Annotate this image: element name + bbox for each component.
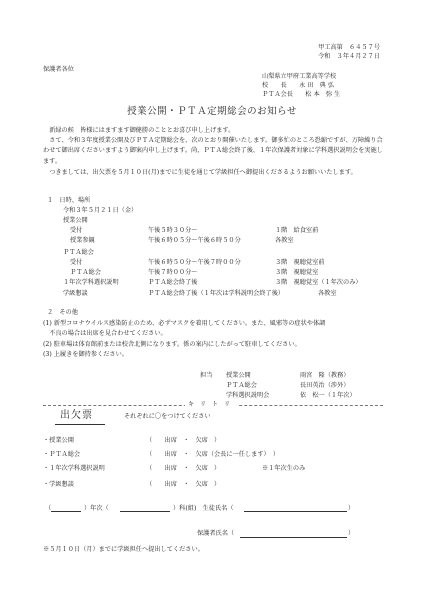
- form-row-label: ・授業公開: [43, 437, 74, 444]
- contact-role: 学科選択説明会: [226, 392, 270, 399]
- doc-date: 令和 ３年４月２７日: [318, 53, 380, 60]
- jugyo-row-place: 各教室: [275, 237, 294, 244]
- student-name-close: ）: [348, 505, 355, 512]
- gakkyu-time: ＰＴＡ総会終了後（１年次は学科説明会終了後）: [148, 290, 285, 297]
- form-instruction: それぞれに〇をつけてください: [124, 413, 211, 420]
- section1-heading: １ 日時、場所: [47, 197, 91, 204]
- student-name-input-line[interactable]: [244, 511, 347, 512]
- jugyo-row-time: 午後６時０５分～午後６時５０分: [148, 237, 241, 244]
- contact-label: 担当: [200, 372, 213, 379]
- contact-role: ＰＴＡ総会: [226, 382, 257, 389]
- guardian-close: ）: [348, 530, 355, 537]
- jugyo-row-label: 授業参観: [70, 237, 95, 244]
- form-row-label: ・１年次学科選択説明: [43, 465, 105, 472]
- contact-name: 長田英治（渉外）: [300, 382, 350, 389]
- other-item: 不良の場合は出席を見合わせてください。: [43, 330, 167, 337]
- student-course-open: ）年次（: [84, 505, 109, 512]
- page-title: 授業公開・ＰＴＡ定期総会のお知らせ: [127, 106, 297, 117]
- school-name: 山梨県立甲府工業高等学校: [262, 73, 337, 80]
- form-title: 出欠票: [60, 410, 93, 421]
- contact-name: 依 松一（１年次）: [300, 392, 356, 399]
- attendance-choice[interactable]: （ 出席 ・ 欠席 ）: [146, 465, 221, 472]
- pta-row-label: 受付: [70, 259, 83, 266]
- other-item: (2) 駐車場は体育館前または校舎北側になります。係の案内にしたがって駐車してください。: [43, 341, 301, 348]
- form-footnote: ※５月１０日（月）までに学級担任へ提出してください。: [43, 546, 204, 553]
- announcement-paragraph: さて、令和３年度授業公開及びＰＴＡ定期総会を、次のとおり開催いたします。御多忙のところ恐縮ですが、万障繰り合わせて御出席くださいますよう御案内申し上げます。尚、ＰＴＡ総会終了後、１年次保護者対象に学科選択説明会を実施します。: [43, 137, 383, 165]
- student-grade-open: （: [45, 505, 52, 512]
- greeting-paragraph: 新緑の候 皆様にはますます御健勝のこととお喜び申し上げます。: [49, 127, 235, 134]
- attendance-choice[interactable]: （ 出席 ・ 欠席 ）: [146, 481, 221, 488]
- pta-president-name: ＰＴＡ会長 松 本 弥 生: [262, 91, 341, 98]
- jugyo-heading: 授業公開: [63, 217, 88, 224]
- grade-input-line[interactable]: [51, 511, 81, 512]
- cut-label: キリトリ: [185, 401, 239, 408]
- section2-heading: ２ その他: [47, 309, 78, 316]
- gakkyu-place: 各教室: [318, 290, 337, 297]
- pta-row-time: ＰＴＡ総会終了後: [148, 279, 198, 286]
- recipient: 保護者各位: [43, 66, 74, 73]
- guardian-label: 保護者氏名（: [197, 530, 235, 537]
- form-row-label: ・ＰＴＡ総会: [43, 451, 81, 458]
- guardian-name-input-line[interactable]: [240, 537, 347, 538]
- cut-label-wrap: [0, 401, 424, 409]
- pta-row-place: ３階 視聴覚室前: [275, 259, 325, 266]
- contact-role: 授業公開: [226, 372, 251, 379]
- pta-row-label: ＰＴＡ総会: [70, 269, 101, 276]
- pta-row-time: 午後６時５０分～午後７時００分: [148, 259, 241, 266]
- attendance-choice[interactable]: （ 出席 ・ 欠席 ）: [146, 437, 221, 444]
- pta-row-time: 午後７時００分～: [148, 269, 198, 276]
- pta-row-label: １年次学科選択説明: [63, 279, 119, 286]
- contact-name: 雨宮 隆（教務）: [300, 372, 350, 379]
- event-date: 令和３年５月２１日（金）: [63, 207, 138, 214]
- course-input-line[interactable]: [120, 511, 170, 512]
- jugyo-row-time: 午後５時３０分～: [148, 227, 198, 234]
- form-row-label: ・学級懇談: [43, 481, 74, 488]
- attendance-choice[interactable]: （ 出席 ・ 欠席（会長に一任します） ）: [146, 451, 280, 458]
- pta-heading: ＰＴＡ総会: [63, 249, 94, 256]
- form-row-note: ※１年次生のみ: [262, 465, 306, 472]
- principal-name: 校 長 永 田 典 弘: [262, 82, 334, 89]
- other-item: (1) 新型コロナウイルス感染防止のため、必ずマスクを着用してください。また、風邪等の症状や体調: [43, 320, 326, 327]
- request-paragraph: つきましては、出欠票を５月１０日(月)までに生徒を通じて学級担任へ御提出くださるようお願いいたします。: [49, 169, 357, 176]
- student-name-open: ）科(組) 生徒氏名（: [173, 505, 234, 512]
- gakkyu-label: 学級懇談: [63, 290, 88, 297]
- other-item: (3) 上履きを御持参ください。: [43, 351, 128, 358]
- pta-row-place: ３階 視聴覚室: [275, 269, 319, 276]
- form-title-underline: [55, 424, 105, 425]
- jugyo-row-place: １階 給食室前: [275, 227, 319, 234]
- jugyo-row-label: 受付: [70, 227, 83, 234]
- doc-number: 甲工高第 ６４５７号: [318, 44, 380, 51]
- pta-row-place: ３階 視聴覚室（１年次のみ）: [275, 279, 362, 286]
